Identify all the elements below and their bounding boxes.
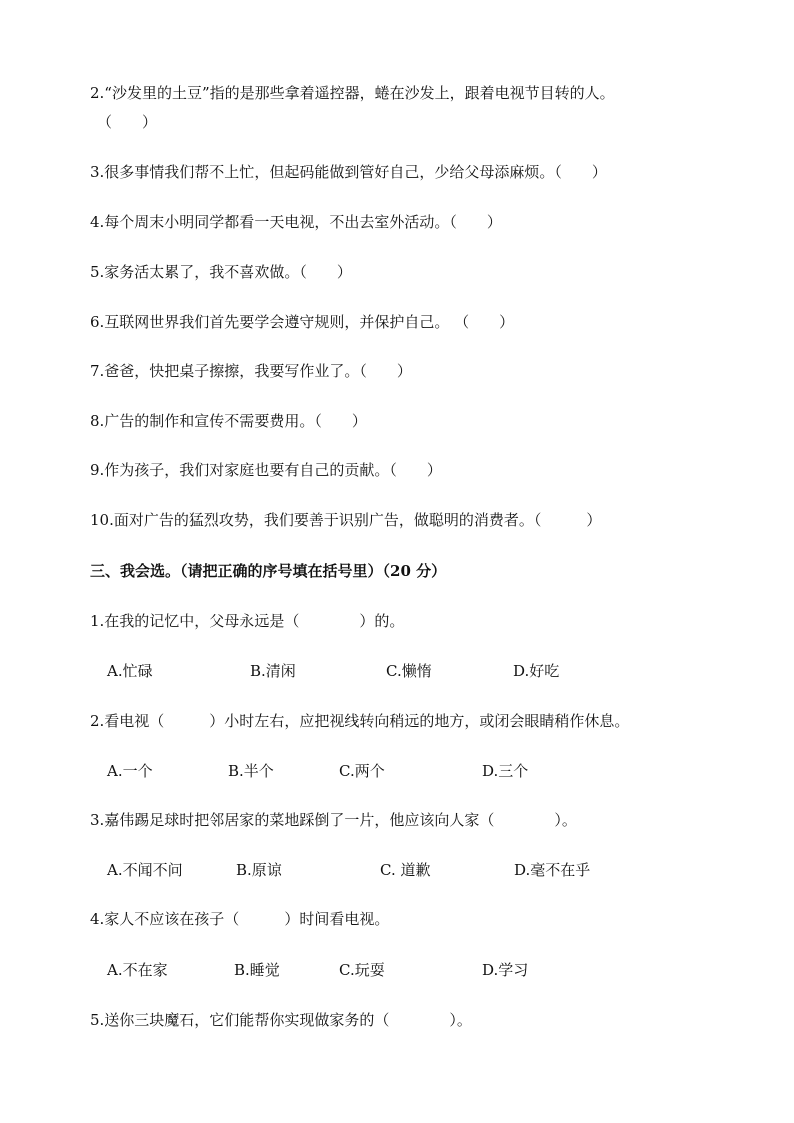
option-a: A.不在家 [107, 961, 168, 979]
judgment-item-6: 6.互联网世界我们首先要学会遵守规则，并保护自己。 （ ） [90, 313, 515, 331]
section-3-heading: 三、我会选。（请把正确的序号填在括号里）（20 分） [90, 562, 447, 580]
option-c: C.懒惰 [386, 662, 432, 680]
question-4: 4.家人不应该在孩子（ ）时间看电视。 [90, 910, 390, 928]
option-c: C.玩耍 [339, 961, 385, 979]
judgment-item-2: 2.“沙发里的土豆”指的是那些拿着遥控器，蜷在沙发上，跟着电视节目转的人。 [90, 84, 615, 102]
judgment-item-8: 8.广告的制作和宣传不需要费用。（ ） [90, 412, 367, 430]
question-1: 1.在我的记忆中，父母永远是（ ）的。 [90, 612, 405, 630]
judgment-item-3: 3.很多事情我们帮不上忙，但起码能做到管好自己，少给父母添麻烦。（ ） [90, 163, 607, 181]
judgment-item-10: 10.面对广告的猛烈攻势，我们要善于识别广告，做聪明的消费者。（ ） [90, 511, 602, 529]
judgment-item-9: 9.作为孩子，我们对家庭也要有自己的贡献。（ ） [90, 461, 442, 479]
option-d: D.学习 [482, 961, 529, 979]
option-d: D.三个 [482, 762, 529, 780]
option-b: B.清闲 [250, 662, 296, 680]
judgment-item-4: 4.每个周末小明同学都看一天电视，不出去室外活动。（ ） [90, 213, 502, 231]
question-2: 2.看电视（ ）小时左右，应把视线转向稍远的地方，或闭会眼睛稍作休息。 [90, 712, 630, 730]
option-b: B.睡觉 [234, 961, 280, 979]
option-d: D.毫不在乎 [514, 861, 591, 879]
option-b: B.原谅 [236, 861, 282, 879]
question-5: 5.送你三块魔石，它们能帮你实现做家务的（ ）。 [90, 1011, 472, 1029]
option-a: A.一个 [107, 762, 153, 780]
option-a: A.不闻不问 [107, 861, 183, 879]
option-c: C.两个 [339, 762, 385, 780]
option-b: B.半个 [228, 762, 274, 780]
judgment-item-2-answer: （ ） [97, 113, 158, 131]
option-a: A.忙碌 [107, 662, 153, 680]
judgment-item-5: 5.家务活太累了，我不喜欢做。（ ） [90, 263, 352, 281]
judgment-item-7: 7.爸爸，快把桌子擦擦，我要写作业了。（ ） [90, 362, 412, 380]
question-3: 3.嘉伟踢足球时把邻居家的菜地踩倒了一片，他应该向人家（ ）。 [90, 811, 577, 829]
option-c: C. 道歉 [380, 861, 431, 879]
option-d: D.好吃 [513, 662, 560, 680]
